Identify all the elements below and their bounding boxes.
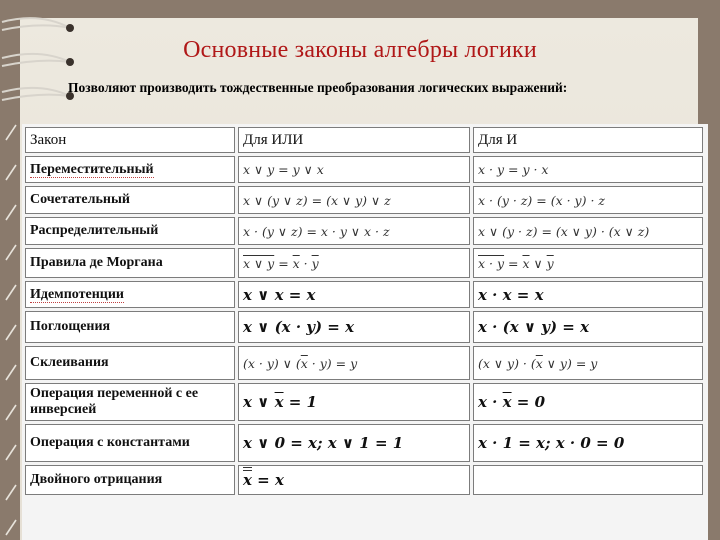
table-row bbox=[25, 311, 703, 343]
formula-part: = 1 bbox=[283, 393, 317, 411]
formula-part: x ∨ bbox=[243, 393, 275, 411]
formula-part: $\overline{x}$ bbox=[522, 255, 530, 271]
formula-and: x · x = x bbox=[473, 281, 703, 308]
formula-or: x ∨ y = y ∨ x bbox=[238, 156, 470, 183]
table-row bbox=[25, 217, 703, 245]
formula-or bbox=[238, 248, 470, 278]
formula-or: x · (y ∨ z) = x · y ∨ x · z bbox=[238, 217, 470, 245]
formula-part: $\overline{x}$ bbox=[274, 393, 284, 411]
formula-part: $\overline{x}$ bbox=[502, 393, 512, 411]
law-name: Операция с константами bbox=[25, 424, 235, 462]
column-header-and: Для И bbox=[473, 127, 703, 153]
formula-part: = bbox=[504, 255, 523, 271]
formula-and: x · y = y · x bbox=[473, 156, 703, 183]
formula-or: x ∨ (x · y) = x bbox=[238, 311, 470, 343]
table-row bbox=[25, 248, 703, 278]
law-name: Склеивания bbox=[25, 346, 235, 380]
formula-or: x ∨ (y ∨ z) = (x ∨ y) ∨ z bbox=[238, 186, 470, 214]
law-name: Распределительный bbox=[25, 217, 235, 245]
law-name: Сочетательный bbox=[25, 186, 235, 214]
formula-and: x · (x ∨ y) = x bbox=[473, 311, 703, 343]
formula-part: = bbox=[274, 255, 293, 271]
formula-part: · y) = y bbox=[307, 355, 358, 371]
formula-or: x ∨ x = x bbox=[238, 281, 470, 308]
formula-part: $\overline{x}$ bbox=[535, 355, 543, 371]
table-row bbox=[25, 383, 703, 421]
formula-or bbox=[238, 465, 470, 495]
law-name bbox=[25, 281, 235, 308]
formula-and: x · 1 = x; x · 0 = 0 bbox=[473, 424, 703, 462]
formula-or bbox=[238, 383, 470, 421]
formula-part: = x bbox=[251, 471, 284, 489]
table-row bbox=[25, 465, 703, 495]
column-header-law: Закон bbox=[25, 127, 235, 153]
table-row bbox=[25, 186, 703, 214]
formula-or: x ∨ 0 = x; x ∨ 1 = 1 bbox=[238, 424, 470, 462]
law-name bbox=[25, 156, 235, 183]
table-row bbox=[25, 424, 703, 462]
formula-and bbox=[473, 248, 703, 278]
formula-part: = 0 bbox=[511, 393, 546, 411]
formula-part: (x · y) ∨ ( bbox=[243, 355, 301, 371]
formula-part: x ∨ y bbox=[243, 255, 275, 271]
formula-and: x ∨ (y · z) = (x ∨ y) · (x ∨ z) bbox=[473, 217, 703, 245]
formula-part: (x ∨ y) · ( bbox=[478, 355, 536, 371]
formula-part: x · y bbox=[478, 255, 505, 271]
law-label: Переместительный bbox=[30, 161, 154, 177]
formula-part: $\overline{y}$ bbox=[311, 255, 319, 271]
table-row bbox=[25, 281, 703, 308]
formula-part: x · bbox=[478, 393, 503, 411]
table-header-row bbox=[25, 127, 703, 153]
table-row bbox=[25, 346, 703, 380]
column-header-or: Для ИЛИ bbox=[238, 127, 470, 153]
slide-subtitle: Позволяют производить тождественные преобразования логических выражений: bbox=[68, 80, 568, 95]
law-name: Поглощения bbox=[25, 311, 235, 343]
formula-part: $\overline{x}$ bbox=[292, 255, 300, 271]
formula-part: $\overline{y}$ bbox=[546, 255, 554, 271]
law-label: Идемпотенции bbox=[30, 286, 124, 302]
formula-and bbox=[473, 383, 703, 421]
law-name: Правила де Моргана bbox=[25, 248, 235, 278]
formula-part: ∨ bbox=[529, 255, 547, 271]
formula-and: x · (y · z) = (x · y) · z bbox=[473, 186, 703, 214]
formula-and bbox=[473, 346, 703, 380]
laws-table-container bbox=[22, 124, 708, 540]
law-name: Операция переменной с ее инверсией bbox=[25, 383, 235, 421]
formula-part: $\overline{x}$ bbox=[300, 355, 308, 371]
law-name: Двойного отрицания bbox=[25, 465, 235, 495]
formula-and-empty bbox=[473, 465, 703, 495]
formula-part: ∨ y) = y bbox=[542, 355, 598, 371]
table-row bbox=[25, 156, 703, 183]
formula-part: · bbox=[299, 255, 312, 271]
formula-part: x bbox=[243, 471, 252, 489]
formula-or bbox=[238, 346, 470, 380]
slide-title: Основные законы алгебры логики bbox=[183, 37, 537, 63]
logic-laws-table bbox=[22, 124, 706, 498]
